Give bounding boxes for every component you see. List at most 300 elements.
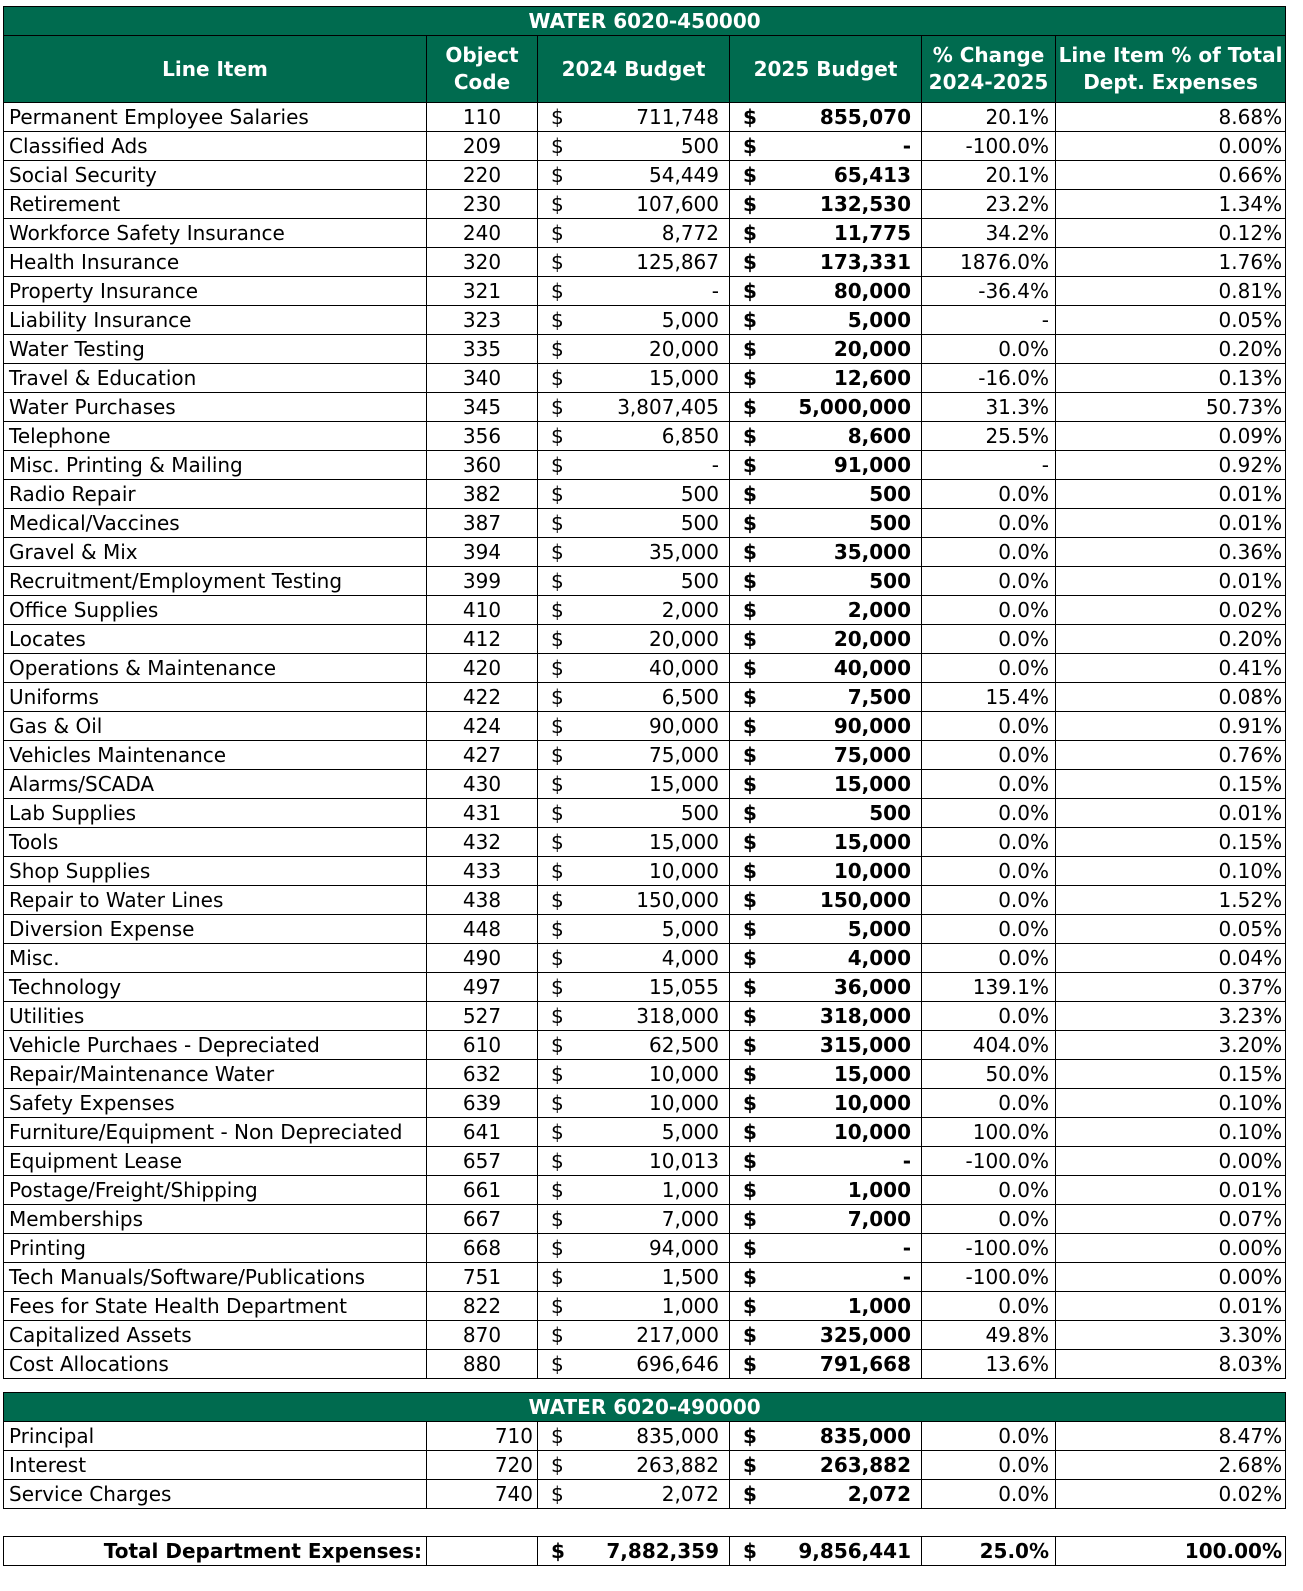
dollar-sign: $ bbox=[538, 248, 568, 277]
table-row bbox=[4, 1118, 1286, 1147]
table-row bbox=[4, 364, 1286, 393]
table-row bbox=[4, 625, 1286, 654]
line-item-name: Water Testing bbox=[4, 335, 427, 364]
table-row bbox=[4, 944, 1286, 973]
dollar-sign: $ bbox=[730, 1176, 760, 1205]
line-item-name: Uniforms bbox=[4, 683, 427, 712]
pct-of-total: 0.91% bbox=[1056, 712, 1286, 741]
pct-change: 49.8% bbox=[922, 1321, 1056, 1350]
line-item-name: Travel & Education bbox=[4, 364, 427, 393]
pct-of-total: 0.00% bbox=[1056, 1147, 1286, 1176]
pct-of-total: 0.10% bbox=[1056, 1118, 1286, 1147]
line-item-name: Service Charges bbox=[4, 1480, 427, 1509]
line-item-name: Cost Allocations bbox=[4, 1350, 427, 1379]
budget-2025: 132,530 bbox=[760, 190, 922, 219]
budget-2024: 15,000 bbox=[568, 828, 730, 857]
object-code: 410 bbox=[427, 596, 538, 625]
pct-change: 34.2% bbox=[922, 219, 1056, 248]
pct-change: 20.1% bbox=[922, 161, 1056, 190]
table-row bbox=[4, 509, 1286, 538]
total-label: Total Department Expenses: bbox=[4, 1537, 427, 1566]
pct-of-total: 3.20% bbox=[1056, 1031, 1286, 1060]
dollar-sign: $ bbox=[538, 190, 568, 219]
dollar-sign: $ bbox=[730, 219, 760, 248]
object-code: 382 bbox=[427, 480, 538, 509]
budget-table-450000 bbox=[3, 6, 1286, 1379]
budget-2024: 15,000 bbox=[568, 364, 730, 393]
line-item-name: Safety Expenses bbox=[4, 1089, 427, 1118]
line-item-name: Locates bbox=[4, 625, 427, 654]
pct-change: - bbox=[922, 451, 1056, 480]
dollar-sign: $ bbox=[538, 161, 568, 190]
dollar-sign: $ bbox=[538, 103, 568, 132]
budget-2024: 62,500 bbox=[568, 1031, 730, 1060]
dollar-sign: $ bbox=[730, 451, 760, 480]
table-row bbox=[4, 1176, 1286, 1205]
pct-of-total: 0.05% bbox=[1056, 915, 1286, 944]
pct-of-total: 0.00% bbox=[1056, 1234, 1286, 1263]
dollar-sign: $ bbox=[730, 1292, 760, 1321]
pct-change: 0.0% bbox=[922, 741, 1056, 770]
line-item-name: Misc. bbox=[4, 944, 427, 973]
dollar-sign: $ bbox=[730, 944, 760, 973]
object-code: 230 bbox=[427, 190, 538, 219]
budget-2024: 15,055 bbox=[568, 973, 730, 1002]
table-row bbox=[4, 1234, 1286, 1263]
budget-2024: 4,000 bbox=[568, 944, 730, 973]
budget-2025: 40,000 bbox=[760, 654, 922, 683]
pct-change: 0.0% bbox=[922, 770, 1056, 799]
pct-of-total: 0.15% bbox=[1056, 828, 1286, 857]
budget-2024: 1,500 bbox=[568, 1263, 730, 1292]
pct-change: 0.0% bbox=[922, 509, 1056, 538]
pct-change: 0.0% bbox=[922, 538, 1056, 567]
pct-of-total: 0.01% bbox=[1056, 1176, 1286, 1205]
line-item-name: Memberships bbox=[4, 1205, 427, 1234]
dollar-sign: $ bbox=[538, 944, 568, 973]
budget-2025: 263,882 bbox=[760, 1451, 922, 1480]
budget-2024: 94,000 bbox=[568, 1234, 730, 1263]
budget-2025: 835,000 bbox=[760, 1422, 922, 1451]
budget-2024: 1,000 bbox=[568, 1176, 730, 1205]
budget-2025: 325,000 bbox=[760, 1321, 922, 1350]
budget-2025: 11,775 bbox=[760, 219, 922, 248]
pct-change: 0.0% bbox=[922, 567, 1056, 596]
pct-change: 0.0% bbox=[922, 1422, 1056, 1451]
pct-of-total: 8.68% bbox=[1056, 103, 1286, 132]
pct-of-total: 0.04% bbox=[1056, 944, 1286, 973]
budget-2024: 10,000 bbox=[568, 1089, 730, 1118]
budget-2024: 8,772 bbox=[568, 219, 730, 248]
total-pct-share: 100.00% bbox=[1056, 1537, 1286, 1566]
total-2024-budget: 7,882,359 bbox=[568, 1537, 730, 1566]
budget-2024: 75,000 bbox=[568, 741, 730, 770]
pct-of-total: 0.02% bbox=[1056, 596, 1286, 625]
budget-2024: - bbox=[568, 451, 730, 480]
object-code: 667 bbox=[427, 1205, 538, 1234]
budget-2024: 2,072 bbox=[568, 1480, 730, 1509]
table-row bbox=[4, 161, 1286, 190]
dollar-sign: $ bbox=[730, 770, 760, 799]
table-row bbox=[4, 596, 1286, 625]
pct-change: -16.0% bbox=[922, 364, 1056, 393]
budget-2024: 20,000 bbox=[568, 335, 730, 364]
object-code: 220 bbox=[427, 161, 538, 190]
dollar-sign: $ bbox=[538, 306, 568, 335]
pct-of-total: 0.09% bbox=[1056, 422, 1286, 451]
budget-2024: 125,867 bbox=[568, 248, 730, 277]
object-code: 209 bbox=[427, 132, 538, 161]
dollar-sign: $ bbox=[730, 915, 760, 944]
table-row bbox=[4, 1292, 1286, 1321]
object-code: 356 bbox=[427, 422, 538, 451]
line-item-name: Misc. Printing & Mailing bbox=[4, 451, 427, 480]
budget-2025: 500 bbox=[760, 799, 922, 828]
budget-2025: 10,000 bbox=[760, 1089, 922, 1118]
section-title: WATER 6020-450000 bbox=[4, 7, 1286, 36]
pct-of-total: 0.02% bbox=[1056, 1480, 1286, 1509]
line-item-name: Property Insurance bbox=[4, 277, 427, 306]
budget-2025: - bbox=[760, 1234, 922, 1263]
pct-change: 25.5% bbox=[922, 422, 1056, 451]
budget-2024: 6,500 bbox=[568, 683, 730, 712]
dollar-sign: $ bbox=[730, 422, 760, 451]
object-code: 641 bbox=[427, 1118, 538, 1147]
line-item-name: Office Supplies bbox=[4, 596, 427, 625]
pct-of-total: 0.07% bbox=[1056, 1205, 1286, 1234]
table-row bbox=[4, 277, 1286, 306]
pct-of-total: 0.05% bbox=[1056, 306, 1286, 335]
budget-2025: 1,000 bbox=[760, 1292, 922, 1321]
line-item-name: Fees for State Health Department bbox=[4, 1292, 427, 1321]
dollar-sign: $ bbox=[730, 306, 760, 335]
line-item-name: Furniture/Equipment - Non Depreciated bbox=[4, 1118, 427, 1147]
budget-2025: 36,000 bbox=[760, 973, 922, 1002]
pct-of-total: 0.81% bbox=[1056, 277, 1286, 306]
dollar-sign: $ bbox=[730, 1451, 760, 1480]
dollar-sign: $ bbox=[730, 538, 760, 567]
dollar-sign: $ bbox=[730, 567, 760, 596]
budget-2025: 7,000 bbox=[760, 1205, 922, 1234]
object-code: 394 bbox=[427, 538, 538, 567]
budget-2024: 7,000 bbox=[568, 1205, 730, 1234]
pct-change: 20.1% bbox=[922, 103, 1056, 132]
dollar-sign: $ bbox=[538, 683, 568, 712]
object-code: 432 bbox=[427, 828, 538, 857]
pct-of-total: 0.15% bbox=[1056, 1060, 1286, 1089]
pct-change: - bbox=[922, 306, 1056, 335]
object-code: 420 bbox=[427, 654, 538, 683]
total-pct-change: 25.0% bbox=[922, 1537, 1056, 1566]
budget-2024: 10,000 bbox=[568, 857, 730, 886]
line-item-name: Capitalized Assets bbox=[4, 1321, 427, 1350]
pct-of-total: 0.92% bbox=[1056, 451, 1286, 480]
dollar-sign: $ bbox=[730, 335, 760, 364]
table-row bbox=[4, 1350, 1286, 1379]
object-code: 438 bbox=[427, 886, 538, 915]
budget-2025: 90,000 bbox=[760, 712, 922, 741]
object-code: 340 bbox=[427, 364, 538, 393]
object-code: 320 bbox=[427, 248, 538, 277]
dollar-sign: $ bbox=[538, 422, 568, 451]
dollar-sign: $ bbox=[538, 335, 568, 364]
dollar-sign: $ bbox=[730, 596, 760, 625]
header-object-code: Object Code bbox=[427, 36, 538, 103]
budget-2024: 835,000 bbox=[568, 1422, 730, 1451]
table-row bbox=[4, 335, 1286, 364]
line-item-name: Vehicle Purchaes - Depreciated bbox=[4, 1031, 427, 1060]
pct-of-total: 0.01% bbox=[1056, 1292, 1286, 1321]
table-row bbox=[4, 451, 1286, 480]
pct-of-total: 0.01% bbox=[1056, 567, 1286, 596]
budget-2024: 696,646 bbox=[568, 1350, 730, 1379]
table-row bbox=[4, 1089, 1286, 1118]
dollar-sign: $ bbox=[730, 741, 760, 770]
pct-of-total: 0.20% bbox=[1056, 625, 1286, 654]
budget-2025: 318,000 bbox=[760, 1002, 922, 1031]
pct-change: 0.0% bbox=[922, 1205, 1056, 1234]
table-row bbox=[4, 973, 1286, 1002]
line-item-name: Postage/Freight/Shipping bbox=[4, 1176, 427, 1205]
pct-of-total: 0.01% bbox=[1056, 799, 1286, 828]
line-item-name: Equipment Lease bbox=[4, 1147, 427, 1176]
line-items bbox=[4, 1422, 1286, 1509]
table-row bbox=[4, 103, 1286, 132]
pct-of-total: 8.03% bbox=[1056, 1350, 1286, 1379]
line-item-name: Social Security bbox=[4, 161, 427, 190]
object-code: 720 bbox=[427, 1451, 538, 1480]
table-row bbox=[4, 248, 1286, 277]
header-pct-total: Line Item % of Total Dept. Expenses bbox=[1056, 36, 1286, 103]
object-code: 448 bbox=[427, 915, 538, 944]
budget-2025: 500 bbox=[760, 509, 922, 538]
object-code: 399 bbox=[427, 567, 538, 596]
dollar-sign: $ bbox=[538, 1002, 568, 1031]
dollar-sign: $ bbox=[538, 393, 568, 422]
table-row bbox=[4, 828, 1286, 857]
object-code: 422 bbox=[427, 683, 538, 712]
pct-of-total: 8.47% bbox=[1056, 1422, 1286, 1451]
table-row bbox=[4, 1263, 1286, 1292]
budget-2025: 80,000 bbox=[760, 277, 922, 306]
object-code: 431 bbox=[427, 799, 538, 828]
object-code: 110 bbox=[427, 103, 538, 132]
budget-2025: 855,070 bbox=[760, 103, 922, 132]
pct-change: -100.0% bbox=[922, 132, 1056, 161]
table-row bbox=[4, 1002, 1286, 1031]
pct-change: -100.0% bbox=[922, 1263, 1056, 1292]
budget-2024: 217,000 bbox=[568, 1321, 730, 1350]
line-item-name: Technology bbox=[4, 973, 427, 1002]
dollar-sign: $ bbox=[538, 857, 568, 886]
budget-2025: 91,000 bbox=[760, 451, 922, 480]
table-row bbox=[4, 1422, 1286, 1451]
pct-change: 0.0% bbox=[922, 1089, 1056, 1118]
dollar-sign: $ bbox=[730, 1031, 760, 1060]
table-row bbox=[4, 1205, 1286, 1234]
dollar-sign: $ bbox=[538, 1263, 568, 1292]
header-pct-change: % Change 2024-2025 bbox=[922, 36, 1056, 103]
dollar-sign: $ bbox=[538, 828, 568, 857]
dollar-sign: $ bbox=[538, 1060, 568, 1089]
budget-table-490000 bbox=[3, 1392, 1286, 1509]
line-item-name: Telephone bbox=[4, 422, 427, 451]
pct-change: 0.0% bbox=[922, 1176, 1056, 1205]
table-row bbox=[4, 1321, 1286, 1350]
object-code: 751 bbox=[427, 1263, 538, 1292]
table-row bbox=[4, 393, 1286, 422]
budget-2024: 107,600 bbox=[568, 190, 730, 219]
line-item-name: Health Insurance bbox=[4, 248, 427, 277]
pct-change: 0.0% bbox=[922, 712, 1056, 741]
budget-2025: - bbox=[760, 1263, 922, 1292]
budget-2025: 12,600 bbox=[760, 364, 922, 393]
section-title: WATER 6020-490000 bbox=[4, 1393, 1286, 1422]
dollar-sign: $ bbox=[538, 1350, 568, 1379]
pct-of-total: 0.00% bbox=[1056, 132, 1286, 161]
pct-change: 0.0% bbox=[922, 886, 1056, 915]
budget-2025: 5,000 bbox=[760, 306, 922, 335]
dollar-sign: $ bbox=[538, 1089, 568, 1118]
pct-change: 0.0% bbox=[922, 857, 1056, 886]
table-row bbox=[4, 799, 1286, 828]
dollar-sign: $ bbox=[538, 277, 568, 306]
pct-change: 31.3% bbox=[922, 393, 1056, 422]
header-2024-budget: 2024 Budget bbox=[538, 36, 730, 103]
pct-change: 0.0% bbox=[922, 596, 1056, 625]
object-code: 527 bbox=[427, 1002, 538, 1031]
budget-2025: 500 bbox=[760, 480, 922, 509]
pct-of-total: 3.30% bbox=[1056, 1321, 1286, 1350]
pct-change: 0.0% bbox=[922, 915, 1056, 944]
table-row bbox=[4, 538, 1286, 567]
dollar-sign: $ bbox=[538, 915, 568, 944]
budget-2025: - bbox=[760, 132, 922, 161]
budget-2025: 315,000 bbox=[760, 1031, 922, 1060]
dollar-sign: $ bbox=[538, 364, 568, 393]
dollar-sign: $ bbox=[730, 828, 760, 857]
object-code: 345 bbox=[427, 393, 538, 422]
pct-of-total: 50.73% bbox=[1056, 393, 1286, 422]
budget-2024: 10,000 bbox=[568, 1060, 730, 1089]
budget-2024: 1,000 bbox=[568, 1292, 730, 1321]
budget-2025: 2,072 bbox=[760, 1480, 922, 1509]
table-row bbox=[4, 1480, 1286, 1509]
table-row bbox=[4, 1147, 1286, 1176]
object-code: 710 bbox=[427, 1422, 538, 1451]
budget-2024: 3,807,405 bbox=[568, 393, 730, 422]
pct-of-total: 1.34% bbox=[1056, 190, 1286, 219]
pct-change: 50.0% bbox=[922, 1060, 1056, 1089]
budget-2025: 150,000 bbox=[760, 886, 922, 915]
table-row bbox=[4, 219, 1286, 248]
pct-change: 0.0% bbox=[922, 480, 1056, 509]
budget-2024: 90,000 bbox=[568, 712, 730, 741]
line-item-name: Diversion Expense bbox=[4, 915, 427, 944]
dollar-sign: $ bbox=[538, 480, 568, 509]
budget-2025: 7,500 bbox=[760, 683, 922, 712]
dollar-sign: $ bbox=[538, 1537, 568, 1566]
dollar-sign: $ bbox=[538, 654, 568, 683]
pct-of-total: 0.36% bbox=[1056, 538, 1286, 567]
pct-of-total: 0.66% bbox=[1056, 161, 1286, 190]
object-code: 387 bbox=[427, 509, 538, 538]
table-row bbox=[4, 654, 1286, 683]
object-code: 822 bbox=[427, 1292, 538, 1321]
dollar-sign: $ bbox=[730, 1002, 760, 1031]
budget-2025: 1,000 bbox=[760, 1176, 922, 1205]
budget-2024: 318,000 bbox=[568, 1002, 730, 1031]
line-item-name: Recruitment/Employment Testing bbox=[4, 567, 427, 596]
pct-change: 404.0% bbox=[922, 1031, 1056, 1060]
pct-change: 0.0% bbox=[922, 828, 1056, 857]
dollar-sign: $ bbox=[538, 1031, 568, 1060]
dollar-sign: $ bbox=[730, 886, 760, 915]
object-code: 870 bbox=[427, 1321, 538, 1350]
pct-change: -36.4% bbox=[922, 277, 1056, 306]
pct-change: -100.0% bbox=[922, 1234, 1056, 1263]
dollar-sign: $ bbox=[538, 1118, 568, 1147]
total-table bbox=[3, 1536, 1286, 1566]
budget-2024: 150,000 bbox=[568, 886, 730, 915]
line-item-name: Tools bbox=[4, 828, 427, 857]
pct-change: -100.0% bbox=[922, 1147, 1056, 1176]
table-row bbox=[4, 915, 1286, 944]
budget-2025: 5,000 bbox=[760, 915, 922, 944]
dollar-sign: $ bbox=[538, 538, 568, 567]
line-item-name: Medical/Vaccines bbox=[4, 509, 427, 538]
dollar-sign: $ bbox=[730, 509, 760, 538]
dollar-sign: $ bbox=[730, 103, 760, 132]
pct-of-total: 0.41% bbox=[1056, 654, 1286, 683]
pct-of-total: 0.76% bbox=[1056, 741, 1286, 770]
dollar-sign: $ bbox=[730, 1263, 760, 1292]
pct-of-total: 0.15% bbox=[1056, 770, 1286, 799]
pct-of-total: 0.20% bbox=[1056, 335, 1286, 364]
budget-2025: 15,000 bbox=[760, 828, 922, 857]
pct-of-total: 2.68% bbox=[1056, 1451, 1286, 1480]
budget-2025: 65,413 bbox=[760, 161, 922, 190]
dollar-sign: $ bbox=[538, 625, 568, 654]
budget-2025: 35,000 bbox=[760, 538, 922, 567]
pct-change: 15.4% bbox=[922, 683, 1056, 712]
pct-change: 13.6% bbox=[922, 1350, 1056, 1379]
table-row bbox=[4, 132, 1286, 161]
pct-change: 0.0% bbox=[922, 625, 1056, 654]
budget-2025: 4,000 bbox=[760, 944, 922, 973]
line-item-name: Gas & Oil bbox=[4, 712, 427, 741]
object-code: 321 bbox=[427, 277, 538, 306]
budget-2024: 500 bbox=[568, 567, 730, 596]
dollar-sign: $ bbox=[730, 1537, 760, 1566]
pct-of-total: 0.08% bbox=[1056, 683, 1286, 712]
dollar-sign: $ bbox=[538, 1176, 568, 1205]
line-item-name: Workforce Safety Insurance bbox=[4, 219, 427, 248]
table-row bbox=[4, 190, 1286, 219]
budget-2024: 2,000 bbox=[568, 596, 730, 625]
object-code: 412 bbox=[427, 625, 538, 654]
budget-2024: - bbox=[568, 277, 730, 306]
line-item-name: Classified Ads bbox=[4, 132, 427, 161]
pct-change: 0.0% bbox=[922, 944, 1056, 973]
pct-change: 0.0% bbox=[922, 335, 1056, 364]
table-row bbox=[4, 1060, 1286, 1089]
object-code: 490 bbox=[427, 944, 538, 973]
object-code: 639 bbox=[427, 1089, 538, 1118]
budget-2024: 35,000 bbox=[568, 538, 730, 567]
line-item-name: Gravel & Mix bbox=[4, 538, 427, 567]
budget-2025: - bbox=[760, 1147, 922, 1176]
